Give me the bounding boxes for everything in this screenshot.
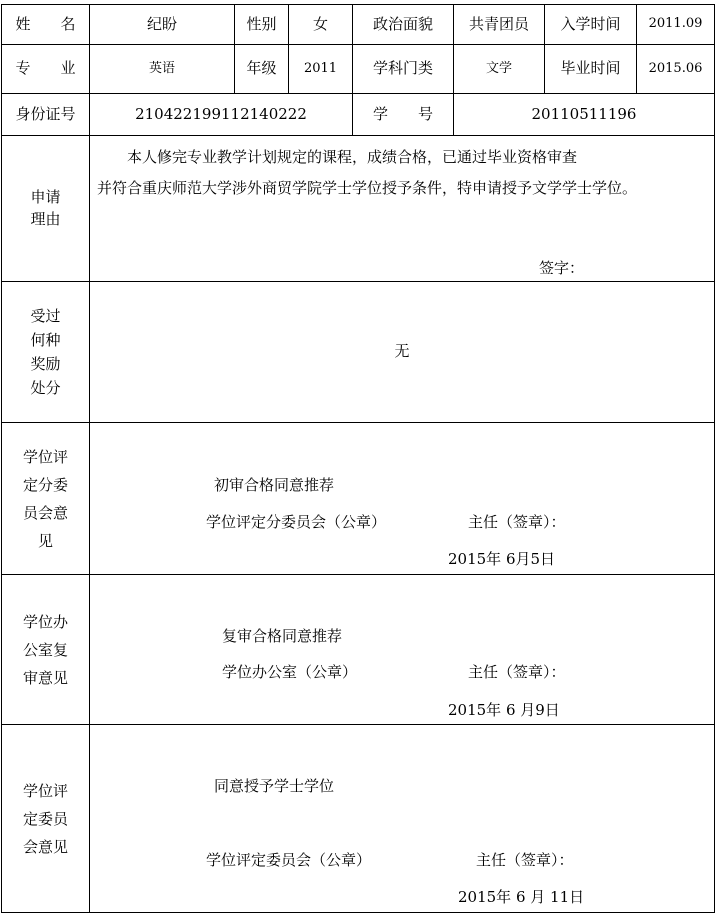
committee-org: 学位评定委员会（公章）: [206, 851, 372, 869]
grade-label: 年级: [234, 44, 289, 94]
student-no-label: 学 号: [352, 93, 454, 136]
committee-date: 2015年 6 月 11日: [458, 888, 585, 906]
application-label: 申请理由: [1, 135, 90, 282]
sub-committee-date: 2015年 6月5日: [448, 550, 556, 568]
sub-committee-label: 学位评定分委员会意见: [1, 422, 90, 575]
awards-label: 受过何种奖励处分: [1, 281, 90, 423]
category-value: 文学: [453, 44, 545, 94]
sub-committee-box: [89, 422, 715, 575]
id-value: 210422199112140222: [89, 93, 353, 136]
name-label: 姓 名: [1, 4, 90, 45]
sub-committee-opinion: 初审合格同意推荐: [214, 476, 335, 494]
degree-office-director: 主任（签章）：: [468, 663, 566, 681]
committee-label: 学位评定委员会意见: [1, 724, 90, 913]
grade-value: 2011: [288, 44, 353, 94]
category-label: 学科门类: [352, 44, 454, 94]
application-text: [97, 142, 709, 204]
committee-opinion: 同意授予学士学位: [214, 777, 335, 795]
gender-label: 性别: [234, 4, 289, 45]
graduate-label: 毕业时间: [544, 44, 637, 94]
id-label: 身份证号: [1, 93, 90, 136]
degree-office-opinion: 复审合格同意推荐: [222, 627, 343, 645]
name-value: 纪盼: [89, 4, 235, 45]
awards-value: 无: [89, 281, 715, 423]
degree-office-box: [89, 574, 715, 725]
gender-value: 女: [288, 4, 353, 45]
major-value: 英语: [89, 44, 235, 94]
enroll-value: 2011.09: [636, 4, 715, 45]
sub-committee-director: 主任（签章）：: [468, 513, 566, 531]
degree-office-date: 2015年 6 月9日: [448, 701, 560, 719]
enroll-label: 入学时间: [544, 4, 637, 45]
major-label: 专 业: [1, 44, 90, 94]
political-value: 共青团员: [453, 4, 545, 45]
application-text-line1: 本人修完专业教学计划规定的课程，成绩合格，已通过毕业资格审查: [127, 148, 578, 166]
committee-box: [89, 724, 715, 913]
signature-label: 签字：: [539, 259, 585, 277]
committee-director: 主任（签章）：: [476, 851, 574, 869]
degree-office-org: 学位办公室（公章）: [222, 663, 358, 681]
graduate-value: 2015.06: [636, 44, 715, 94]
application-text-rest: 并符合重庆师范大学涉外商贸学院学士学位授予条件，特申请授予文学学士学位。: [97, 179, 638, 197]
sub-committee-org: 学位评定分委员会（公章）: [206, 513, 387, 531]
political-label: 政治面貌: [352, 4, 454, 45]
degree-office-label: 学位办公室复审意见: [1, 574, 90, 725]
student-no-value: 20110511196: [453, 93, 715, 136]
